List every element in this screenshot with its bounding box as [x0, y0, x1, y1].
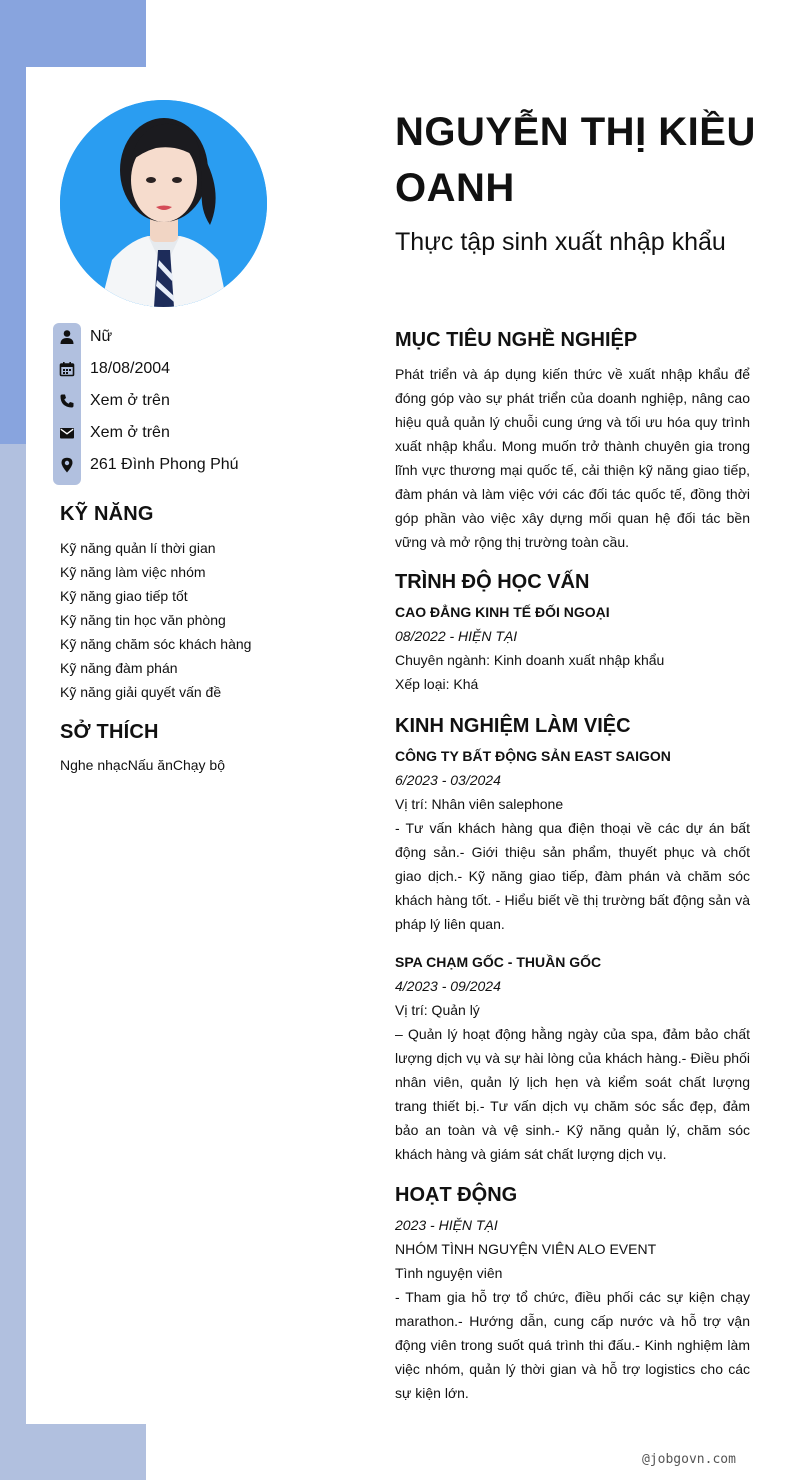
list-item: Kỹ năng quản lí thời gian	[60, 540, 216, 556]
job-entry	[395, 744, 750, 936]
email-icon	[59, 425, 75, 441]
gender-text: Nữ	[90, 328, 113, 345]
phone-icon	[59, 393, 75, 409]
education-heading: TRÌNH ĐỘ HỌC VẤN	[395, 571, 590, 593]
job-title: Thực tập sinh xuất nhập khẩu	[395, 228, 726, 256]
calendar-icon	[59, 361, 75, 377]
birthday-text: 18/08/2004	[90, 360, 171, 377]
contact-birthday	[53, 355, 383, 387]
objective-text: Phát triển và áp dụng kiến thức về xuất nhập khẩu để đóng góp vào sự phát triển của doanh nghiệp, nâng cao hiệu quả quản lý chuỗi cung ứng và tối ưu hóa quy trình xuất nhập khẩu. Mong muốn trở thành chuyên gia trong lĩnh vực thương mại quốc tế, cải thiện kỹ năng giao tiếp, đàm phán và làm việc với các đối tác quốc tế, đồng thời góp phần vào việc xây dựng mối quan hệ đối tác bền vững và mở rộng thị trường toàn cầu.	[395, 366, 750, 550]
avatar	[60, 100, 267, 307]
phone-text: Xem ở trên	[90, 392, 170, 409]
list-item: Kỹ năng giao tiếp tốt	[60, 588, 188, 604]
job-period: 6/2023 - 03/2024	[395, 772, 501, 788]
skills-heading: KỸ NĂNG	[60, 503, 154, 525]
contact-address	[53, 451, 383, 483]
hobbies-text: Nghe nhạcNấu ănChạy bộ	[60, 757, 226, 773]
education-section	[395, 568, 750, 696]
contact-phone	[53, 387, 383, 419]
job-description: – Quản lý hoạt động hằng ngày của spa, đảm bảo chất lượng dịch vụ và sự hài lòng của khách hàng.- Điều phối nhân viên, quản lý lịch hẹn và kiểm soát chất lượng trang thiết bị.- Tư vấn dịch vụ chăm sóc sắc đẹp, đảm bảo an toàn và vệ sinh.- Kỹ năng quản lý, chăm sóc khách hàng và giám sát chất lượng dịch vụ.	[395, 1026, 750, 1162]
activities-section	[395, 1181, 750, 1405]
footer-watermark: @jobgovn.com	[642, 1452, 736, 1467]
email-text: Xem ở trên	[90, 424, 170, 441]
contact-email	[53, 419, 383, 451]
education-period: 08/2022 - HIỆN TẠI	[395, 628, 518, 644]
objective-section	[395, 326, 750, 554]
activities-heading: HOẠT ĐỘNG	[395, 1184, 518, 1206]
job-position: Vị trí: Nhân viên salephone	[395, 796, 564, 812]
list-item: Kỹ năng làm việc nhóm	[60, 564, 206, 580]
job-company: SPA CHẠM GỐC - THUẦN GỐC	[395, 954, 602, 970]
page-title: NGUYỄN THỊ KIỀU OANH	[395, 110, 756, 210]
education-grade: Xếp loại: Khá	[395, 676, 479, 692]
job-description: - Tư vấn khách hàng qua điện thoại về các dự án bất động sản.- Giới thiệu sản phẩm, thuyết phục và chốt giao dịch.- Kỹ năng giao tiếp, đàm phán và chăm sóc khách hàng tốt. - Hiểu biết về thị trường bất động sản và pháp lý liên quan.	[395, 820, 750, 932]
job-position: Vị trí: Quản lý	[395, 1002, 480, 1018]
experience-heading: KINH NGHIỆM LÀM VIỆC	[395, 715, 631, 737]
list-item: Kỹ năng tin học văn phòng	[60, 612, 226, 628]
contact-gender	[53, 323, 383, 355]
hobbies-heading: SỞ THÍCH	[60, 721, 159, 743]
contact-list	[53, 323, 383, 483]
list-item: Kỹ năng giải quyết vấn đề	[60, 684, 222, 700]
activity-description: - Tham gia hỗ trợ tổ chức, điều phối các sự kiện chạy marathon.- Hướng dẫn, cung cấp nước và hỗ trợ vận động viên trong suốt quá trình thi đấu.- Kinh nghiệm làm việc nhóm, quản lý thời gian và hỗ trợ logistics cho các sự kiện lớn.	[395, 1289, 750, 1401]
person-icon	[59, 329, 75, 345]
profile-photo	[60, 100, 267, 307]
list-item: Kỹ năng chăm sóc khách hàng	[60, 636, 252, 652]
objective-heading: MỤC TIÊU NGHỀ NGHIỆP	[395, 329, 638, 351]
job-company: CÔNG TY BẤT ĐỘNG SẢN EAST SAIGON	[395, 748, 671, 764]
skills-list	[60, 536, 360, 704]
address-text: 261 Đình Phong Phú	[90, 456, 239, 473]
job-period: 4/2023 - 09/2024	[395, 978, 501, 994]
education-school: CAO ĐẲNG KINH TẾ ĐỐI NGOẠI	[395, 604, 610, 620]
location-pin-icon	[59, 457, 75, 473]
experience-section	[395, 712, 750, 1166]
activity-organization: NHÓM TÌNH NGUYỆN VIÊN ALO EVENT	[395, 1241, 657, 1257]
activity-period: 2023 - HIỆN TẠI	[395, 1217, 498, 1233]
list-item: Kỹ năng đàm phán	[60, 660, 178, 676]
job-entry	[395, 950, 750, 1166]
education-major: Chuyên ngành: Kinh doanh xuất nhập khẩu	[395, 652, 665, 668]
activity-role: Tình nguyện viên	[395, 1265, 503, 1281]
